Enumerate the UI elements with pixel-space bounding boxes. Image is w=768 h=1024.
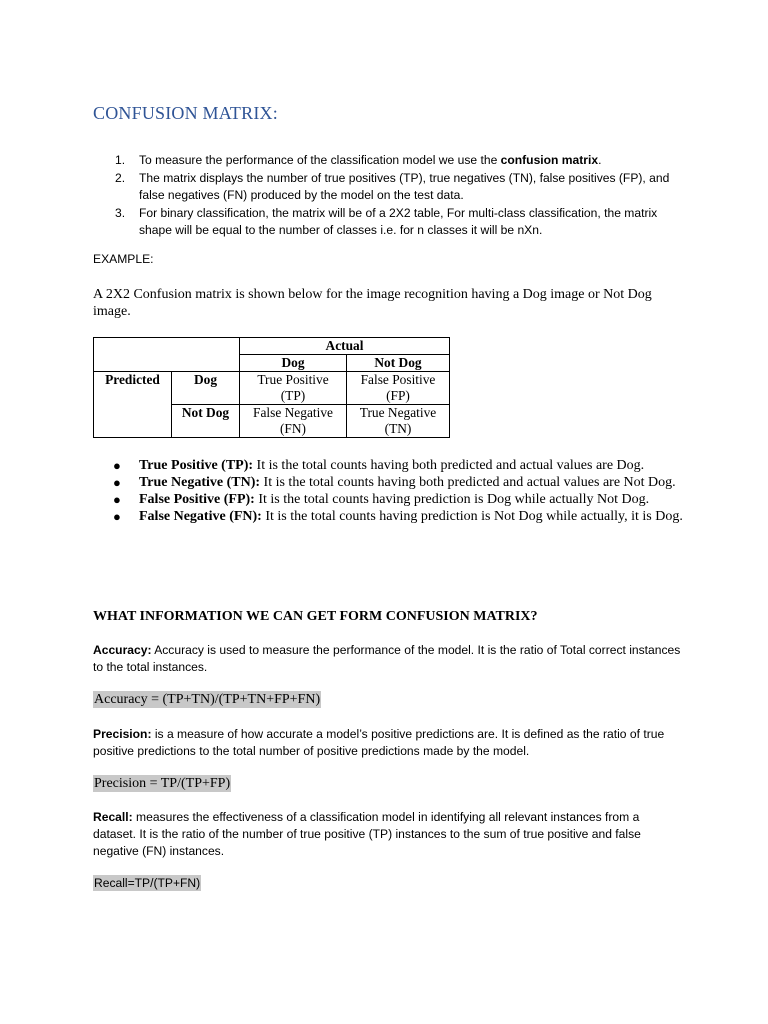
precision-paragraph	[93, 726, 683, 760]
definition-term: False Negative (FN):	[139, 508, 262, 524]
list-text: The matrix displays the number of true positives (TP), true negatives (TN), false positives (FP), and false negatives (FN) produced by the model on the test data.	[139, 170, 670, 202]
list-bold-text: confusion matrix	[500, 153, 599, 167]
definition-term: True Positive (TP):	[139, 458, 254, 473]
page-title: CONFUSION MATRIX:	[93, 103, 278, 123]
bullet-icon: ●	[113, 491, 121, 507]
definitions-list	[93, 458, 683, 526]
bullet-icon: ●	[113, 508, 121, 524]
example-intro: A 2X2 Confusion matrix is shown below for the image recognition having a Dog image or Not Dog image.	[93, 287, 652, 319]
fn-cell: False Negative (FN)	[240, 405, 347, 438]
actual-dog-header: Dog	[240, 355, 347, 372]
recall-paragraph	[93, 809, 683, 860]
predicted-header: Predicted	[94, 372, 172, 438]
accuracy-paragraph	[93, 642, 683, 676]
blank-corner-cell	[94, 338, 240, 372]
predicted-not-dog-header: Not Dog	[172, 405, 240, 438]
example-label: EXAMPLE:	[93, 252, 154, 266]
list-item	[93, 152, 683, 170]
bullet-icon: ●	[113, 474, 121, 490]
list-item	[93, 509, 683, 526]
list-text: For binary classification, the matrix will be of a 2X2 table, For multi-class classification, the matrix shape will be equal to the number of classes i.e. for n classes it will be nXn.	[139, 205, 658, 237]
recall-term: Recall:	[93, 810, 133, 824]
precision-text: is a measure of how accurate a model’s positive predictions are. It is defined as the ratio of true positive predictions to the total number of positive predictions made by the model.	[93, 727, 665, 758]
fp-cell: False Positive (FP)	[347, 372, 450, 405]
bullet-icon: ●	[113, 458, 121, 473]
definition-text: It is the total counts having both predicted and actual values are Dog.	[253, 458, 645, 473]
list-item	[93, 170, 683, 205]
steps-list	[93, 152, 683, 240]
list-item	[93, 475, 683, 492]
tp-cell: True Positive (TP)	[240, 372, 347, 405]
list-text: To measure the performance of the classification model we use the	[139, 153, 501, 167]
accuracy-term: Accuracy:	[93, 643, 152, 657]
tn-cell: True Negative (TN)	[347, 405, 450, 438]
actual-not-dog-header: Not Dog	[347, 355, 450, 372]
confusion-matrix-table	[93, 337, 450, 438]
accuracy-formula: Accuracy = (TP+TN)/(TP+TN+FP+FN)	[94, 692, 321, 707]
definition-term: False Positive (FP):	[139, 491, 255, 507]
predicted-dog-header: Dog	[172, 372, 240, 405]
definition-text: It is the total counts having prediction is Not Dog while actually, it is Dog.	[261, 508, 683, 524]
list-text-end: .	[598, 153, 602, 167]
list-item	[93, 458, 683, 475]
definition-term: True Negative (TN):	[139, 474, 261, 490]
accuracy-text: Accuracy is used to measure the performance of the model. It is the ratio of Total correct instances to the total instances.	[93, 643, 681, 674]
list-number: 1.	[115, 153, 126, 167]
definition-text: It is the total counts having both predicted and actual values are Not Dog.	[260, 474, 676, 490]
precision-formula: Precision = TP/(TP+FP)	[94, 776, 231, 791]
list-number: 3.	[115, 205, 126, 220]
list-item	[93, 205, 683, 240]
precision-term: Precision:	[93, 727, 152, 741]
list-item	[93, 492, 683, 509]
recall-text: measures the effectiveness of a classification model in identifying all relevant instances from a dataset. It is the ratio of the number of true positive (TP) instances to the sum of true positive and false negative (FN) instances.	[93, 810, 641, 858]
list-number: 2.	[115, 170, 126, 185]
actual-header: Actual	[240, 338, 450, 355]
definition-text: It is the total counts having prediction is Dog while actually Not Dog.	[254, 491, 650, 507]
section-heading: WHAT INFORMATION WE CAN GET FORM CONFUSION MATRIX?	[93, 609, 538, 624]
recall-formula: Recall=TP/(TP+FN)	[94, 876, 201, 890]
